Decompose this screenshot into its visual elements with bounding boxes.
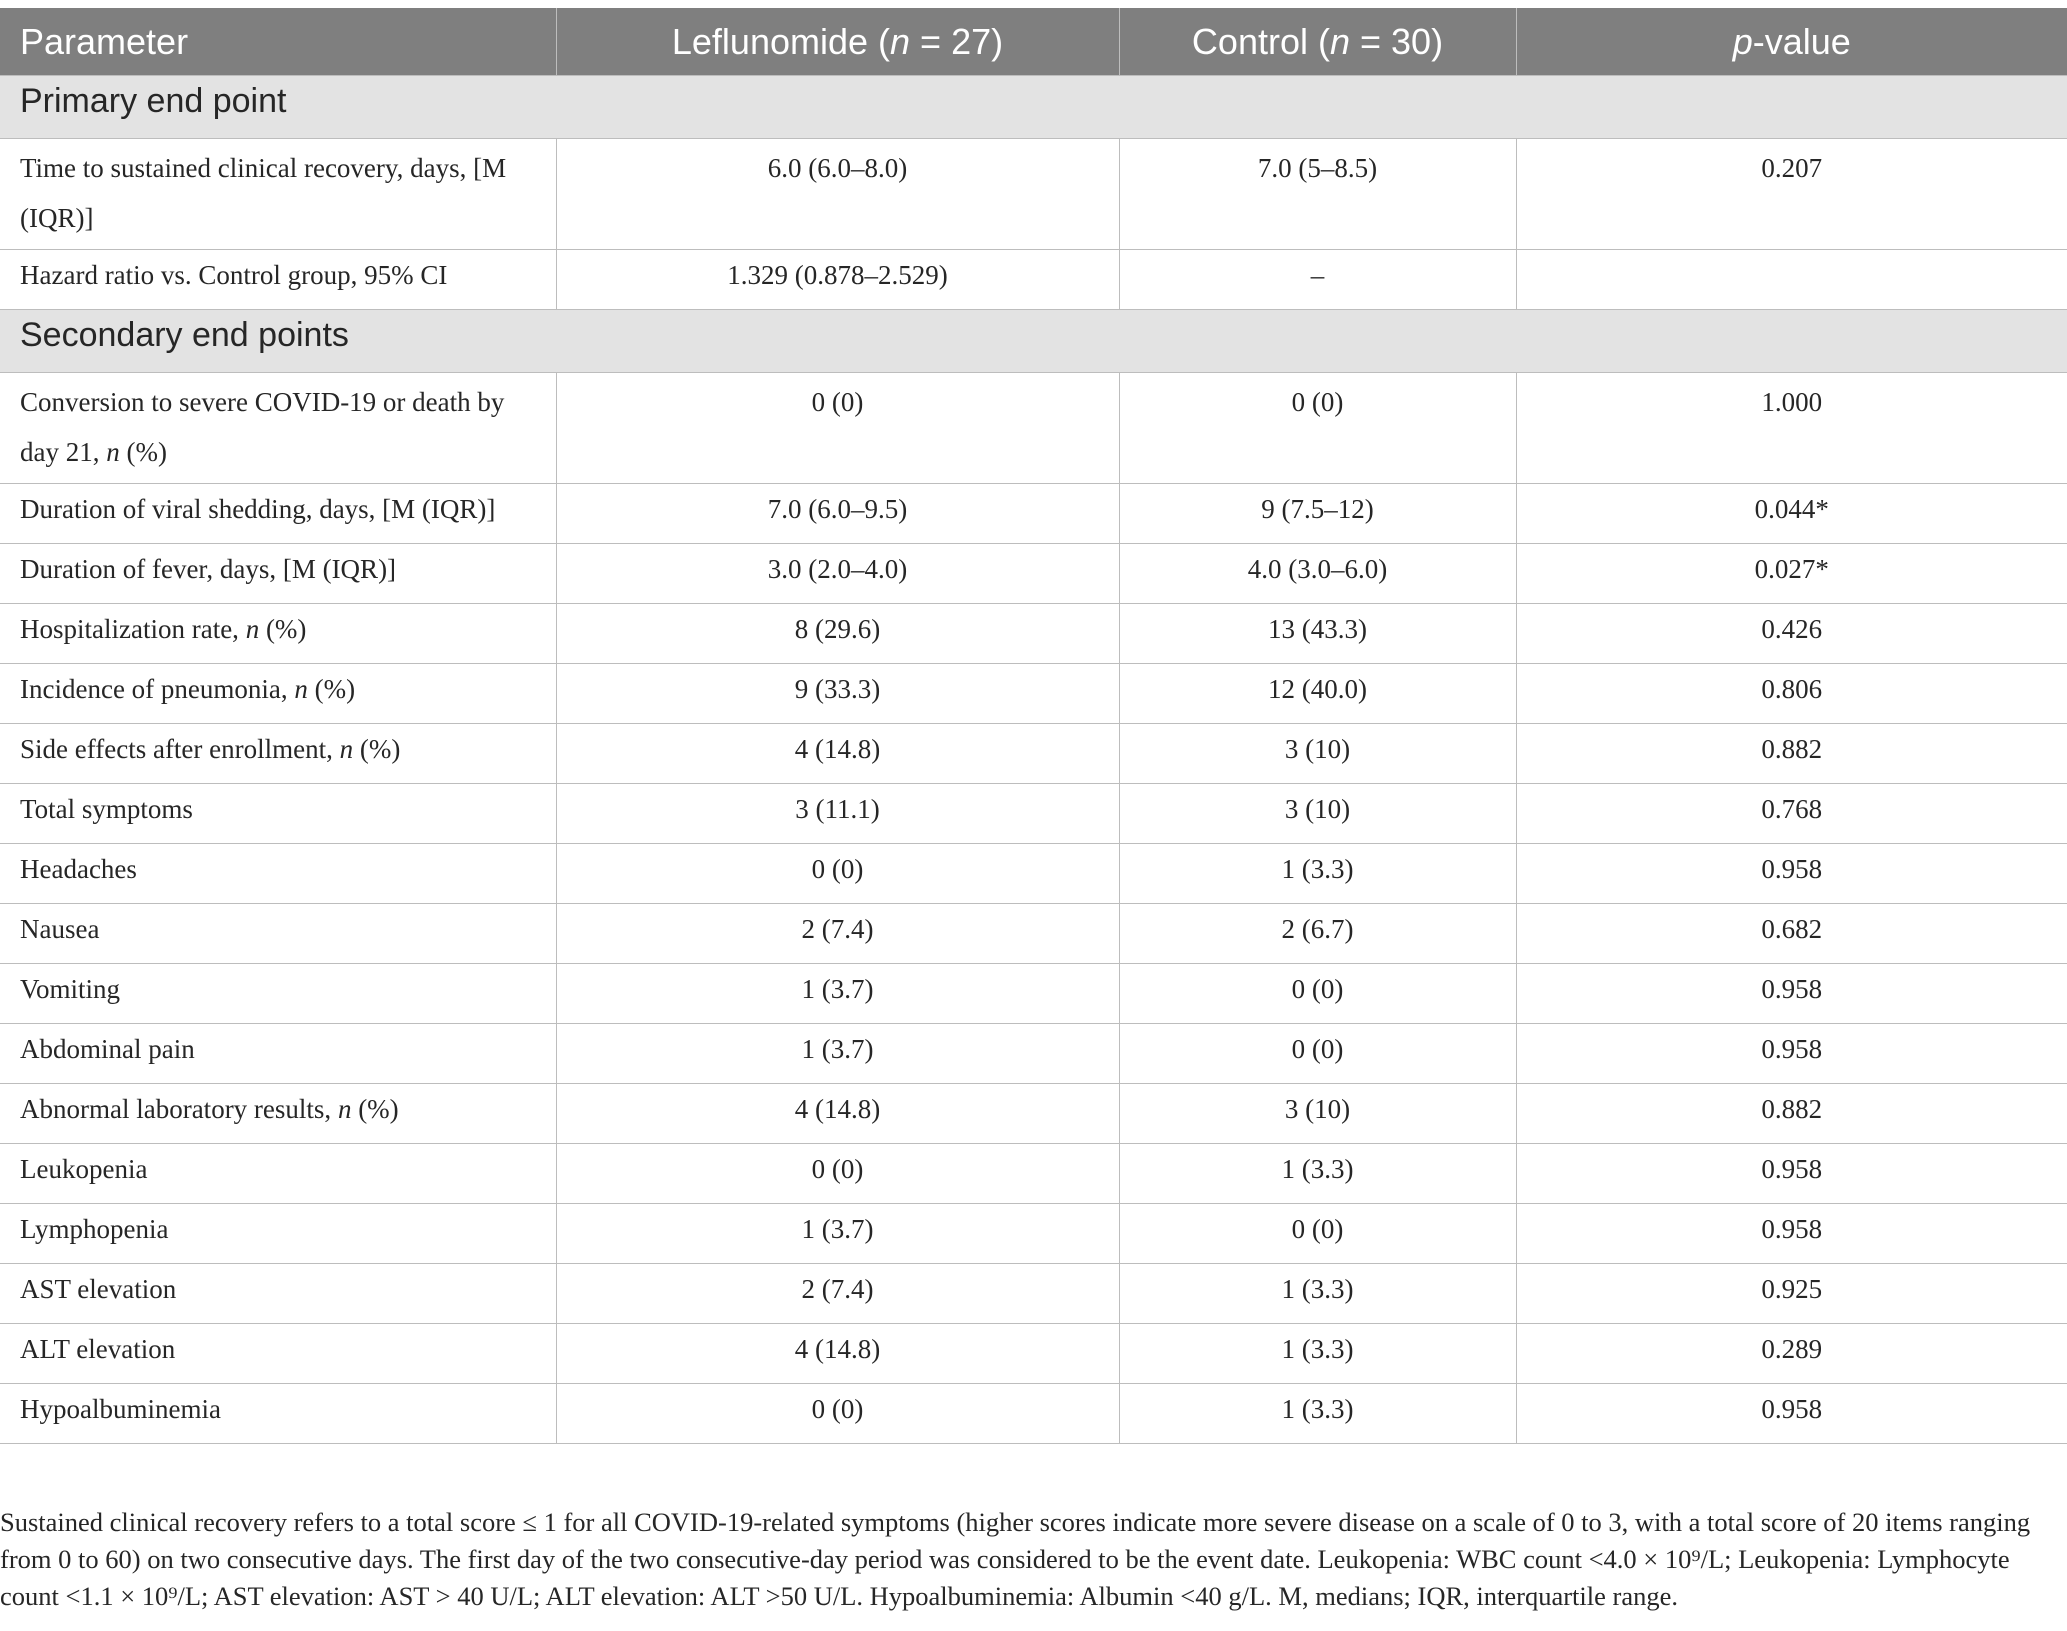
row-leflunomide-value: 7.0 (6.0–9.5) — [556, 484, 1119, 544]
row-parameter: Hypoalbuminemia — [0, 1384, 556, 1444]
row-p-value: 0.958 — [1516, 844, 2067, 904]
row-parameter: Side effects after enrollment, n (%) — [0, 724, 556, 784]
row-leflunomide-value: 1 (3.7) — [556, 1204, 1119, 1264]
row-parameter: Time to sustained clinical recovery, days, [M (IQR)] — [0, 139, 556, 250]
header-pvalue: p-value — [1516, 8, 2067, 76]
row-p-value: 0.682 — [1516, 904, 2067, 964]
table-row — [0, 1024, 2067, 1084]
table-row — [0, 964, 2067, 1024]
row-p-value: 0.426 — [1516, 604, 2067, 664]
row-control-value: 13 (43.3) — [1119, 604, 1516, 664]
row-leflunomide-value: 1 (3.7) — [556, 964, 1119, 1024]
header-leflunomide: Leflunomide (n = 27) — [556, 8, 1119, 76]
row-leflunomide-value: 1 (3.7) — [556, 1024, 1119, 1084]
header-row — [0, 8, 2067, 76]
row-control-value: 1 (3.3) — [1119, 844, 1516, 904]
row-parameter: Vomiting — [0, 964, 556, 1024]
row-p-value: 0.207 — [1516, 139, 2067, 250]
row-leflunomide-value: 6.0 (6.0–8.0) — [556, 139, 1119, 250]
table-row — [0, 604, 2067, 664]
section-primary-label: Primary end point — [0, 76, 2067, 139]
row-control-value: 1 (3.3) — [1119, 1144, 1516, 1204]
footnote-line-1: Sustained clinical recovery refers to a total score ≤ 1 for all COVID-19-related symptoms (higher scores indicate more severe disease on a scale of 0 to 3, with a total score of 20 items ranging — [0, 1507, 2031, 1537]
row-leflunomide-value: 9 (33.3) — [556, 664, 1119, 724]
row-p-value: 0.882 — [1516, 1084, 2067, 1144]
row-p-value: 0.958 — [1516, 1024, 2067, 1084]
row-p-value — [1516, 250, 2067, 310]
row-control-value: 9 (7.5–12) — [1119, 484, 1516, 544]
row-control-value: 0 (0) — [1119, 373, 1516, 484]
table-row — [0, 1084, 2067, 1144]
table-row — [0, 904, 2067, 964]
table-row — [0, 250, 2067, 310]
table-row — [0, 664, 2067, 724]
row-leflunomide-value: 0 (0) — [556, 373, 1119, 484]
row-control-value: 0 (0) — [1119, 1204, 1516, 1264]
row-parameter: Total symptoms — [0, 784, 556, 844]
row-leflunomide-value: 2 (7.4) — [556, 1264, 1119, 1324]
row-control-value: 4.0 (3.0–6.0) — [1119, 544, 1516, 604]
header-parameter: Parameter — [0, 8, 556, 76]
table-row — [0, 1384, 2067, 1444]
table-row — [0, 1264, 2067, 1324]
row-control-value: 0 (0) — [1119, 964, 1516, 1024]
table-row — [0, 1144, 2067, 1204]
row-parameter: AST elevation — [0, 1264, 556, 1324]
table-row — [0, 484, 2067, 544]
row-parameter: Duration of fever, days, [M (IQR)] — [0, 544, 556, 604]
row-leflunomide-value: 0 (0) — [556, 1384, 1119, 1444]
row-p-value: 1.000 — [1516, 373, 2067, 484]
row-leflunomide-value: 4 (14.8) — [556, 1324, 1119, 1384]
row-leflunomide-value: 0 (0) — [556, 844, 1119, 904]
section-secondary-label: Secondary end points — [0, 310, 2067, 373]
row-control-value: 1 (3.3) — [1119, 1324, 1516, 1384]
row-p-value: 0.958 — [1516, 1384, 2067, 1444]
row-leflunomide-value: 0 (0) — [556, 1144, 1119, 1204]
results-table-container — [0, 8, 2067, 1444]
footnote-line-2: from 0 to 60) on two consecutive days. The first day of the two consecutive-day period was considered to be the event date. Leukopenia: WBC count <4.0 × 10⁹/L; Leukopenia: Lymphocyte — [0, 1544, 2010, 1574]
row-control-value: 3 (10) — [1119, 724, 1516, 784]
header-control: Control (n = 30) — [1119, 8, 1516, 76]
table-row — [0, 1204, 2067, 1264]
row-parameter: Hazard ratio vs. Control group, 95% CI — [0, 250, 556, 310]
table-row — [0, 724, 2067, 784]
table-footnote — [0, 1504, 2050, 1615]
row-parameter: Hospitalization rate, n (%) — [0, 604, 556, 664]
row-parameter: Conversion to severe COVID-19 or death by day 21, n (%) — [0, 373, 556, 484]
row-leflunomide-value: 1.329 (0.878–2.529) — [556, 250, 1119, 310]
row-parameter: Abdominal pain — [0, 1024, 556, 1084]
table-row — [0, 1324, 2067, 1384]
section-primary — [0, 76, 2067, 139]
row-leflunomide-value: 3.0 (2.0–4.0) — [556, 544, 1119, 604]
row-p-value: 0.882 — [1516, 724, 2067, 784]
results-table — [0, 8, 2067, 1444]
row-p-value: 0.044* — [1516, 484, 2067, 544]
table-row — [0, 784, 2067, 844]
row-leflunomide-value: 8 (29.6) — [556, 604, 1119, 664]
row-leflunomide-value: 3 (11.1) — [556, 784, 1119, 844]
row-parameter: Abnormal laboratory results, n (%) — [0, 1084, 556, 1144]
row-control-value: 12 (40.0) — [1119, 664, 1516, 724]
table-row — [0, 544, 2067, 604]
row-parameter: Incidence of pneumonia, n (%) — [0, 664, 556, 724]
row-p-value: 0.958 — [1516, 964, 2067, 1024]
row-control-value: 1 (3.3) — [1119, 1264, 1516, 1324]
row-parameter: Nausea — [0, 904, 556, 964]
row-parameter: Lymphopenia — [0, 1204, 556, 1264]
row-control-value: 3 (10) — [1119, 784, 1516, 844]
row-control-value: 3 (10) — [1119, 1084, 1516, 1144]
footnote-line-3: count <1.1 × 10⁹/L; AST elevation: AST > 40 U/L; ALT elevation: ALT >50 U/L. Hypoalbuminemia: Albumin <40 g/L. M, medians; IQR, interquartile range. — [0, 1581, 1678, 1611]
row-p-value: 0.958 — [1516, 1204, 2067, 1264]
row-leflunomide-value: 4 (14.8) — [556, 1084, 1119, 1144]
row-parameter: Headaches — [0, 844, 556, 904]
row-control-value: 0 (0) — [1119, 1024, 1516, 1084]
row-p-value: 0.289 — [1516, 1324, 2067, 1384]
row-control-value: – — [1119, 250, 1516, 310]
row-p-value: 0.925 — [1516, 1264, 2067, 1324]
row-p-value: 0.027* — [1516, 544, 2067, 604]
row-leflunomide-value: 4 (14.8) — [556, 724, 1119, 784]
row-parameter: Leukopenia — [0, 1144, 556, 1204]
row-control-value: 2 (6.7) — [1119, 904, 1516, 964]
table-row — [0, 373, 2067, 484]
row-leflunomide-value: 2 (7.4) — [556, 904, 1119, 964]
row-parameter: Duration of viral shedding, days, [M (IQR)] — [0, 484, 556, 544]
row-control-value: 7.0 (5–8.5) — [1119, 139, 1516, 250]
section-secondary — [0, 310, 2067, 373]
row-p-value: 0.806 — [1516, 664, 2067, 724]
table-row — [0, 844, 2067, 904]
table-row — [0, 139, 2067, 250]
row-parameter: ALT elevation — [0, 1324, 556, 1384]
row-p-value: 0.958 — [1516, 1144, 2067, 1204]
row-p-value: 0.768 — [1516, 784, 2067, 844]
row-control-value: 1 (3.3) — [1119, 1384, 1516, 1444]
